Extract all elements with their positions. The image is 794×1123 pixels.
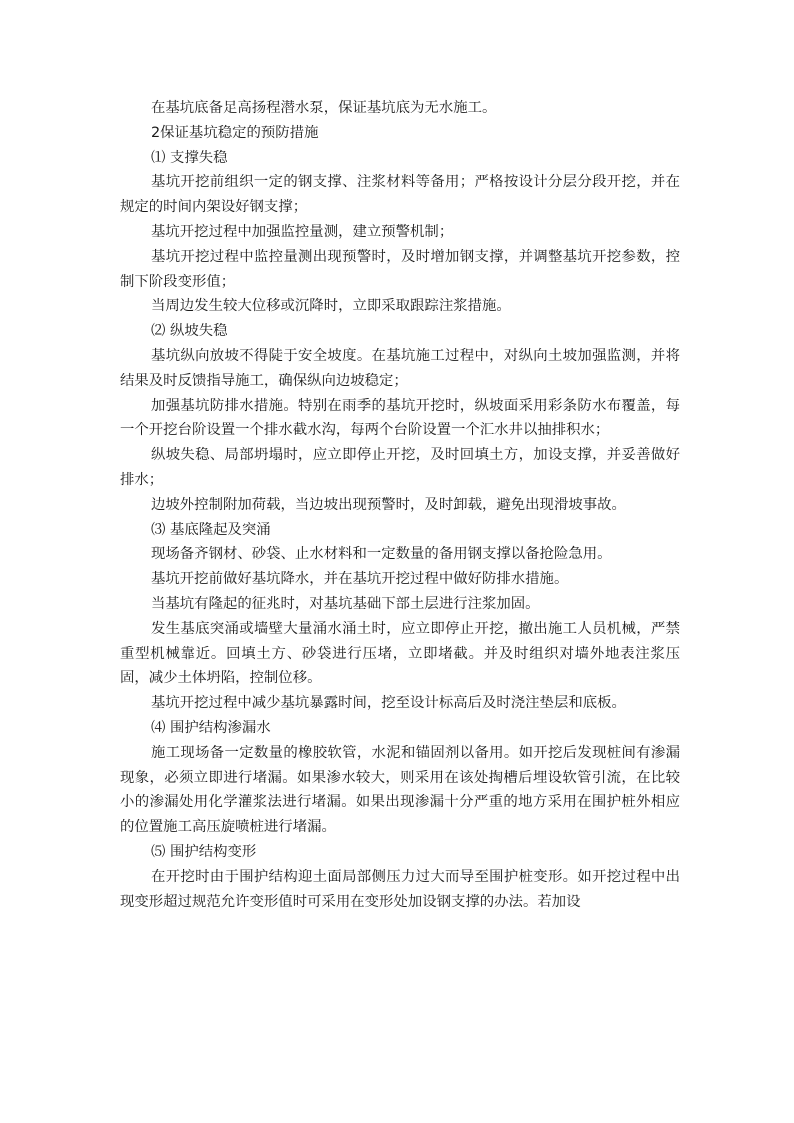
paragraph-emergency-materials: 现场备齐钢材、砂袋、止水材料和一定数量的备用钢支撑以备抢险急用。 — [151, 546, 612, 563]
paragraph-support-prep: 基坑开挖前组织一定的钢支撑、注浆材料等备用；严格按设计分层分段开挖，并在规定的时间内架设好钢支撑； — [120, 174, 680, 216]
subheading-deformation: ⑸ 围护结构变形 — [151, 843, 257, 860]
paragraph-deformation: 在开挖时由于围护结构迎土面局部侧压力过大而导至围护桩变形。如开挖过程中出现变形超过规范允许变形值时可采用在变形处加设钢支撑的办法。若加设 — [120, 868, 680, 910]
paragraph-exposure-time: 基坑开挖过程中减少基坑暴露时间，挖至设计标高后及时浇注垫层和底板。 — [151, 695, 626, 712]
document-page — [120, 96, 680, 914]
paragraph-dewatering: 基坑开挖前做好基坑降水，并在基坑开挖过程中做好防排水措施。 — [151, 571, 569, 588]
paragraph-load-control: 边坡外控制附加荷载，当边坡出现预警时，及时卸载，避免出现滑坡事故。 — [151, 496, 626, 513]
paragraph-collapse-response: 纵坡失稳、局部坍塌时，应立即停止开挖，及时回填土方，加设支撑，并妥善做好排水； — [120, 447, 680, 488]
paragraph-warning-action: 基坑开挖过程中监控量测出现预警时，及时增加钢支撑，并调整基坑开挖参数，控制下阶段变形值； — [120, 248, 680, 290]
section-heading-stability: 2保证基坑稳定的预防措施 — [151, 124, 319, 141]
subheading-slope-instability: ⑵ 纵坡失稳 — [151, 323, 228, 340]
paragraph-leak-plugging: 施工现场备一定数量的橡胶软管，水泥和锚固剂以备用。如开挖后发现桩间有渗漏现象，必须立即进行堵漏。如果渗水较大，则采用在该处掏槽后埋设软管引流，在比较小的渗漏处用化学灌浆法进行堵漏。如果出现渗漏十分严重的地方采用在围护桩外相应的位置施工高压旋喷桩进行堵漏。 — [120, 744, 680, 836]
paragraph-slope-grade: 基坑纵向放坡不得陡于安全坡度。在基坑施工过程中，对纵向土坡加强监测，并将结果及时反馈指导施工，确保纵向边坡稳定； — [120, 347, 680, 389]
subheading-leakage: ⑷ 围护结构渗漏水 — [151, 719, 271, 736]
paragraph-monitoring: 基坑开挖过程中加强监控量测，建立预警机制； — [151, 223, 454, 240]
paragraph-heave-grouting: 当基坑有隆起的征兆时，对基坑基础下部土层进行注浆加固。 — [151, 595, 540, 612]
paragraph-grouting: 当周边发生较大位移或沉降时，立即采取跟踪注浆措施。 — [151, 298, 511, 315]
paragraph-inrush-response: 发生基底突涌或墙壁大量涌水涌土时，应立即停止开挖，撤出施工人员机械，严禁重型机械靠近。回填土方、砂袋进行压堵，立即堵截。并及时组织对墙外地表注浆压固，减少土体坍陷，控制位移。 — [120, 620, 680, 687]
paragraph-drainage: 加强基坑防排水措施。特别在雨季的基坑开挖时，纵坡面采用彩条防水布覆盖，每一个开挖台阶设置一个排水截水沟，每两个台阶设置一个汇水井以抽排积水； — [120, 397, 680, 439]
subheading-support-instability: ⑴ 支撑失稳 — [151, 149, 228, 166]
paragraph-pump: 在基坑底备足高扬程潜水泵，保证基坑底为无水施工。 — [151, 100, 497, 116]
subheading-base-heave: ⑶ 基底隆起及突涌 — [151, 521, 271, 538]
